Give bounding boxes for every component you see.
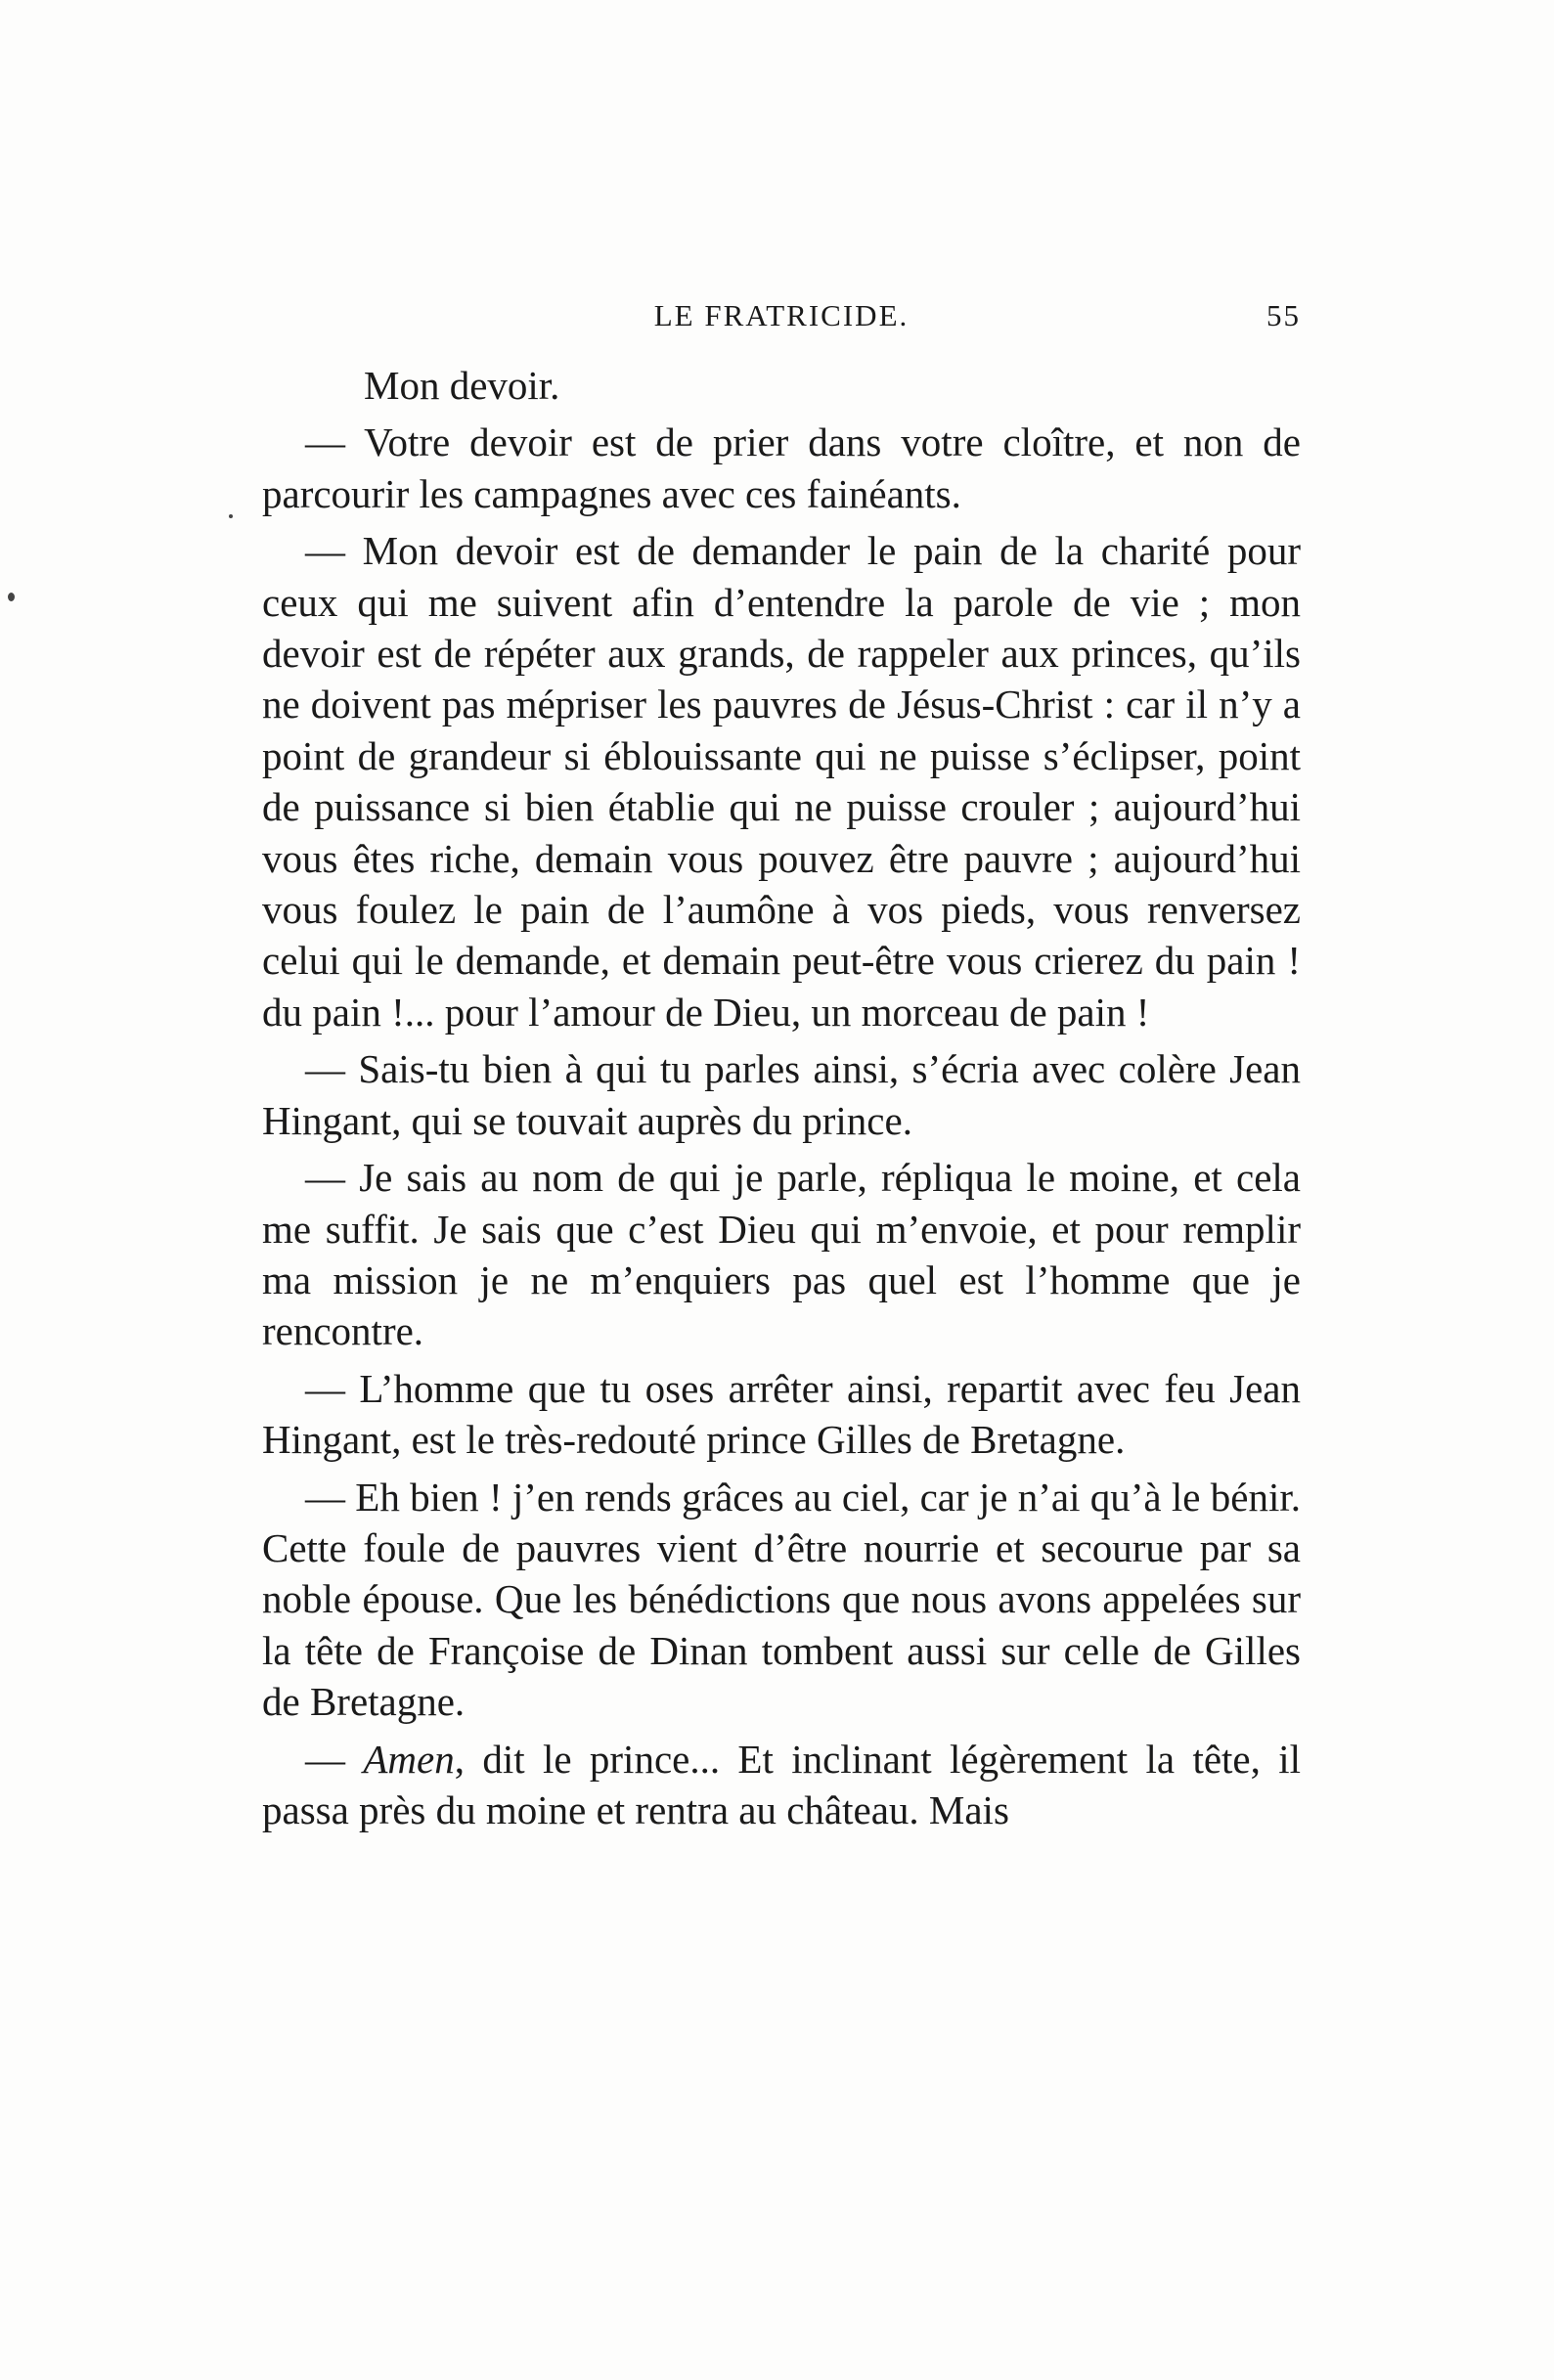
paragraph-1: Mon devoir. xyxy=(364,363,560,408)
paragraph-8-rest: , dit le prince... Et inclinant légèrement la tête, il passa près du moine et rentra au château. Mais xyxy=(262,1736,1302,1832)
paragraph-4: — Sais-tu bien à qui tu parles ainsi, s’écria avec colère Jean Hingant, qui se touvait auprès du prince. xyxy=(262,1046,1301,1143)
paragraph-7: — Eh bien ! j’en rends grâces au ciel, car je n’ai qu’à le bénir. Cette foule de pauvres vient d’être nourrie et secourue par sa noble épouse. Que les bénédictions que nous avons appelées sur la tête de Françoise de Dinan tombent aussi sur celle de Gilles de Bretagne. xyxy=(262,1474,1301,1725)
paragraph-2: — Votre devoir est de prier dans votre cloître, et non de parcourir les campagnes avec ces fainéants. xyxy=(262,419,1301,516)
paragraph-3: — Mon devoir est de demander le pain de la charité pour ceux qui me suivent afin d’entendre la parole de vie ; mon devoir est de répéter aux grands, de rappeler aux princes, qu’ils ne doivent pas mépriser les pauvres de Jésus-Christ : car il n’y a point de grandeur si éblouissante qui ne puisse s’éclipser, point de puissance si bien établie qui ne puisse crouler ; aujourd’hui vous êtes riche, demain vous pouvez être pauvre ; aujourd’hui vous foulez le pain de l’aumône à vos pieds, vous renversez celui qui le demande, et demain peut-être vous crierez du pain ! du pain !... pour l’amour de Dieu, un morceau de pain ! xyxy=(262,528,1301,1035)
scan-speck xyxy=(8,593,15,601)
paragraph-5: — Je sais au nom de qui je parle, répliqua le moine, et cela me suffit. Je sais que c’est Dieu qui m’envoie, et pour remplir ma mission je ne m’enquiers pas quel est l’homme que je rencontre. xyxy=(262,1155,1301,1354)
text-block xyxy=(262,360,1301,1841)
scan-speck xyxy=(229,514,233,518)
running-title: LE FRATRICIDE. xyxy=(653,298,910,332)
paragraph-6: — L’homme que tu oses arrêter ainsi, repartit avec feu Jean Hingant, est le très-redouté prince Gilles de Bretagne. xyxy=(262,1365,1301,1463)
paragraph-8 xyxy=(262,1734,1301,1836)
page-number: 55 xyxy=(1266,298,1301,332)
running-head xyxy=(262,298,1301,347)
paragraph-8-dash: — xyxy=(305,1736,364,1782)
paragraph-8-italic: Amen xyxy=(363,1736,455,1782)
